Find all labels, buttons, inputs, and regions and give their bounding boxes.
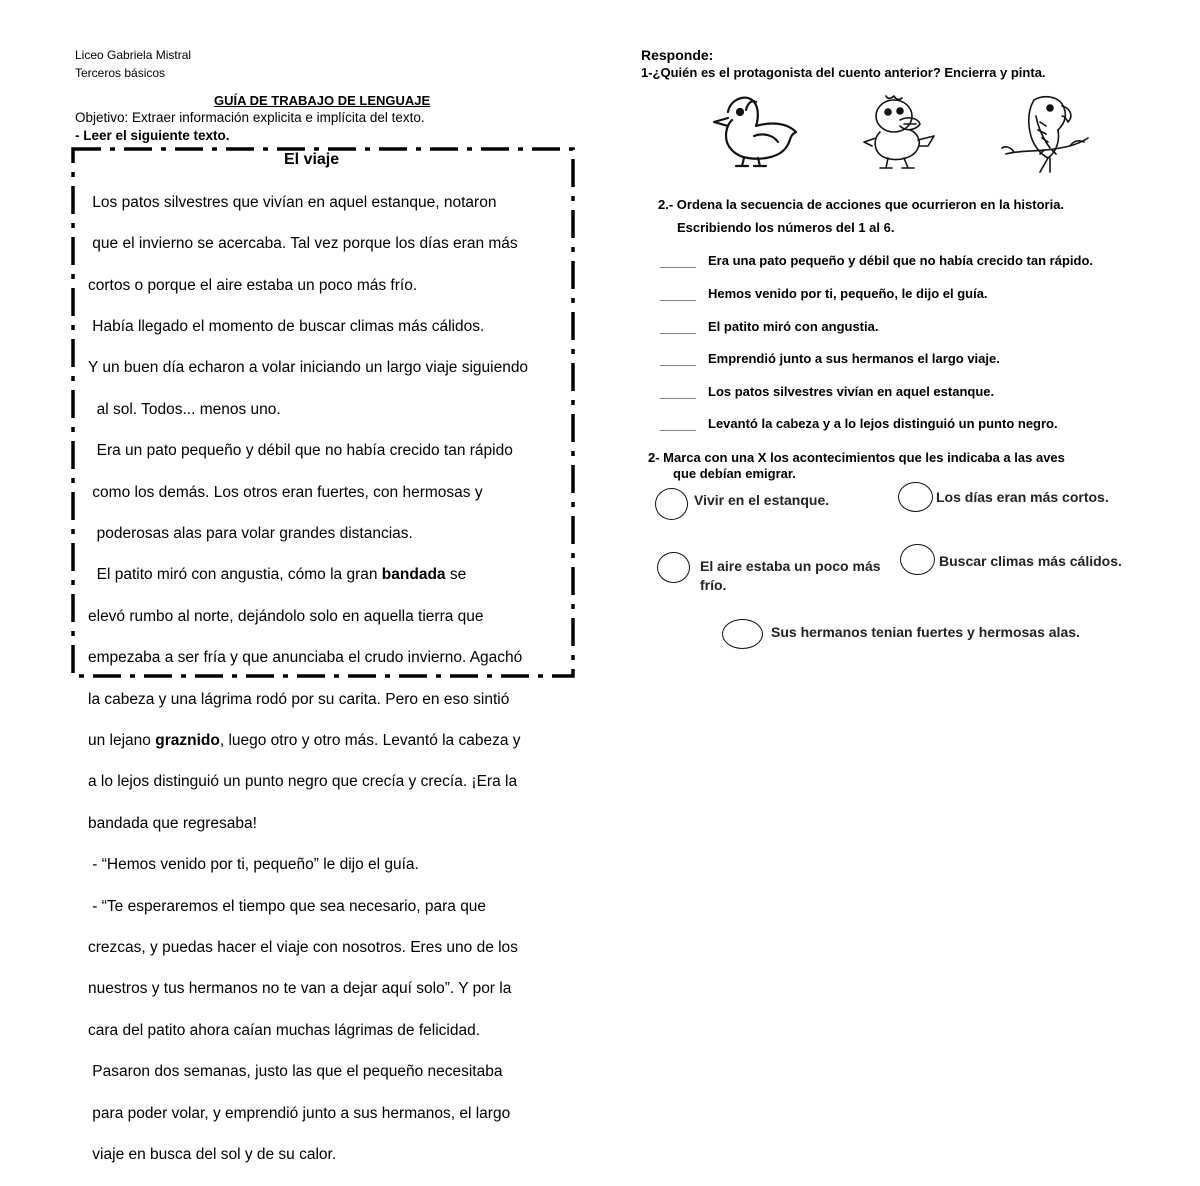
story-line: crezcas, y puedas hacer el viaje con nosotros. Eres uno de los <box>88 939 518 957</box>
number-blank[interactable]: _____ <box>660 417 697 432</box>
number-blank[interactable]: _____ <box>660 287 697 302</box>
story-line-text: un lejano <box>88 731 156 749</box>
duckling-icon[interactable] <box>858 92 948 174</box>
number-blank[interactable]: _____ <box>660 320 697 335</box>
story-line: bandada que regresaba! <box>88 814 257 832</box>
sequence-item: Era una pato pequeño y débil que no había crecido tan rápido. <box>708 253 1093 268</box>
checkbox-circle[interactable] <box>722 619 763 649</box>
story-line: poderosas alas para volar grandes distancias. <box>88 524 413 542</box>
option-label: El aire estaba un poco más <box>700 558 881 574</box>
bold-word-graznido: graznido <box>155 731 220 749</box>
sequence-item: El patito miró con angustia. <box>708 319 879 334</box>
story-line: para poder volar, y emprendió junto a sus hermanos, el largo <box>88 1104 511 1122</box>
read-instruction: - Leer el siguiente texto. <box>75 128 230 143</box>
story-line <box>88 565 528 586</box>
sequence-item: Los patos silvestres vivían en aquel estanque. <box>708 384 995 399</box>
story-line: Había llegado el momento de buscar climas más cálidos. <box>88 317 485 335</box>
parrot-icon[interactable] <box>1000 92 1090 174</box>
story-line: viaje en busca del sol y de su calor. <box>88 1146 337 1164</box>
sequence-item: Levantó la cabeza y a lo lejos distinguió un punto negro. <box>708 416 1058 431</box>
story-line: - “Hemos venido por ti, pequeño” le dijo el guía. <box>88 856 419 874</box>
number-blank[interactable]: _____ <box>660 352 697 367</box>
story-line: elevó rumbo al norte, dejándolo solo en aquella tierra que <box>88 607 484 625</box>
sequence-item: Emprendió junto a sus hermanos el largo viaje. <box>708 351 1000 366</box>
sequence-item: Hemos venido por ti, pequeño, le dijo el guía. <box>708 286 988 301</box>
checkbox-circle[interactable] <box>657 552 690 583</box>
option-label: frío. <box>700 577 727 593</box>
story-line: a lo lejos distinguió un punto negro que crecía y crecía. ¡Era la <box>88 773 518 791</box>
school-name: Liceo Gabriela Mistral <box>75 48 192 62</box>
story-line <box>88 731 528 752</box>
bold-word-bandada: bandada <box>381 566 446 584</box>
question-2-line2: Escribiendo los números del 1 al 6. <box>677 220 895 235</box>
checkbox-circle[interactable] <box>900 544 935 575</box>
option-label: Sus hermanos tenian fuertes y hermosas alas. <box>771 624 1080 640</box>
story-title: El viaje <box>284 151 340 168</box>
story-line: Pasaron dos semanas, justo las que el pequeño necesitaba <box>88 1063 503 1081</box>
option-label: Vivir en el estanque. <box>694 492 830 508</box>
story-line: - “Te esperaremos el tiempo que sea necesario, para que <box>88 897 487 915</box>
number-blank[interactable]: _____ <box>660 385 697 400</box>
page-title: GUÍA DE TRABAJO DE LENGUAJE <box>214 93 431 108</box>
checkbox-circle[interactable] <box>655 488 688 520</box>
grade-label: Terceros básicos <box>75 66 166 80</box>
checkbox-circle[interactable] <box>898 482 933 512</box>
story-line: nuestros y tus hermanos no te van a dejar aquí solo”. Y por la <box>88 980 512 998</box>
question-3-line2: que debían emigrar. <box>673 466 796 481</box>
story-line: Y un buen día echaron a volar iniciando un largo viaje siguiendo <box>88 359 529 377</box>
story-line: que el invierno se acercaba. Tal vez porque los días eran más <box>88 235 518 253</box>
story-line-text: , luego otro y otro más. Levantó la cabeza y <box>219 731 521 749</box>
story-line: Era un pato pequeño y débil que no había crecido tan rápido <box>88 442 513 460</box>
objective-text: Objetivo: Extraer información explicita e implícita del texto. <box>75 110 425 125</box>
option-label: Buscar climas más cálidos. <box>939 553 1122 569</box>
story-line: cara del patito ahora caían muchas lágrimas de felicidad. <box>88 1021 481 1039</box>
question-1: 1-¿Quién es el protagonista del cuento anterior? Encierra y pinta. <box>641 65 1046 80</box>
answers-heading: Responde: <box>641 47 714 63</box>
story-body <box>88 172 528 1186</box>
story-line: cortos o porque el aire estaba un poco más frío. <box>88 276 418 294</box>
story-line: la cabeza y una lágrima rodó por su carita. Pero en eso sintió <box>88 690 510 708</box>
number-blank[interactable]: _____ <box>660 254 697 269</box>
story-line: como los demás. Los otros eran fuertes, con hermosas y <box>88 483 483 501</box>
story-line: empezaba a ser fría y que anunciaba el crudo invierno. Agachó <box>88 649 523 667</box>
story-line: al sol. Todos... menos uno. <box>88 400 281 418</box>
story-line-text: se <box>445 566 467 584</box>
option-label: Los días eran más cortos. <box>936 489 1109 505</box>
chick-icon[interactable] <box>700 92 805 172</box>
story-line: Los patos silvestres que vivían en aquel estanque, notaron <box>88 193 497 211</box>
question-3-line1: 2- Marca con una X los acontecimientos que les indicaba a las aves <box>648 450 1065 465</box>
question-2-line1: 2.- Ordena la secuencia de acciones que ocurrieron en la historia. <box>658 197 1065 212</box>
story-line-text: El patito miró con angustia, cómo la gran <box>88 566 382 584</box>
